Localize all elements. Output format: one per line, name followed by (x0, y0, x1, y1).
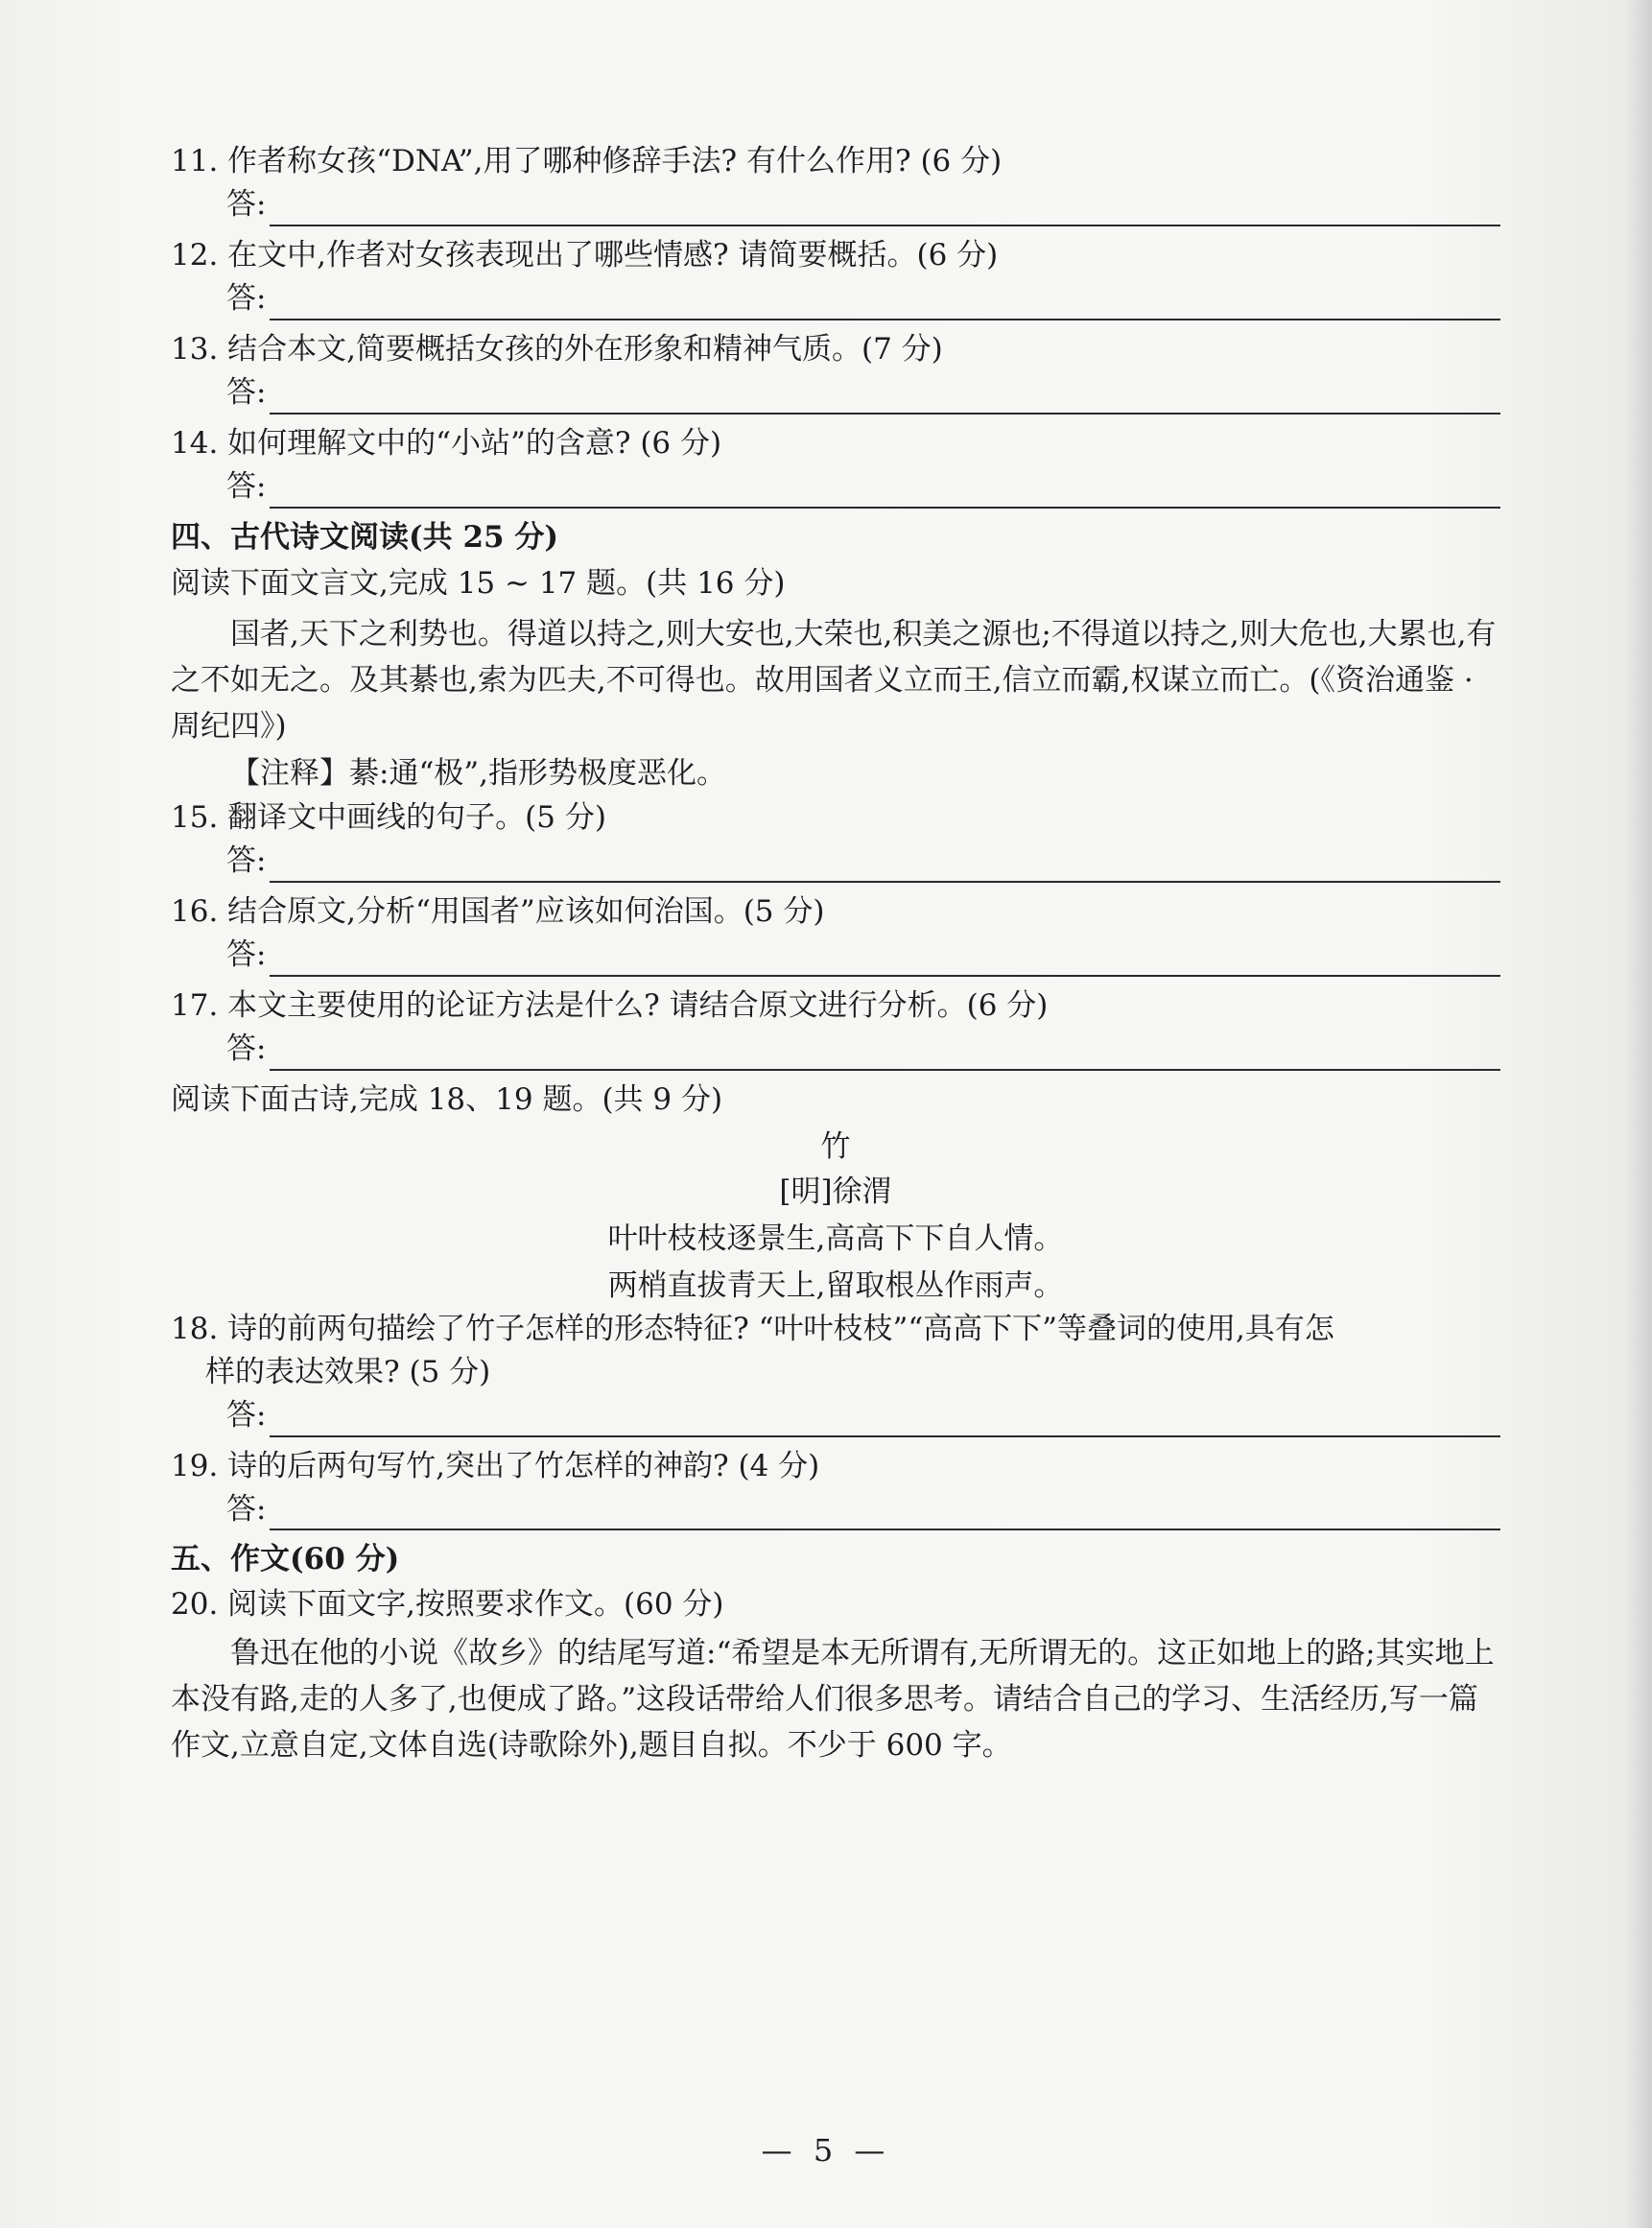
answer-line-13[interactable] (270, 384, 1500, 415)
poem-title: 竹 (820, 1129, 851, 1165)
answer-line-11[interactable] (270, 196, 1500, 226)
answer-row-18 (226, 1394, 1500, 1437)
question-16: 16. 结合原文,分析“用国者”应该如何治国。(5 分) (171, 894, 825, 930)
answer-label: 答: (226, 1031, 267, 1067)
answer-label: 答: (226, 1491, 267, 1527)
answer-label: 答: (226, 468, 267, 504)
answer-row-19 (226, 1488, 1500, 1531)
poem-line: 两梢直拔青天上,留取根丛作雨声。 (607, 1268, 1064, 1303)
question-18-continued: 样的表达效果? (5 分) (205, 1354, 491, 1389)
question-19: 19. 诗的后两句写竹,突出了竹怎样的神韵? (4 分) (171, 1448, 820, 1483)
page-number: — 5 — (761, 2132, 891, 2169)
answer-row-11 (226, 183, 1500, 226)
answer-label: 答: (226, 843, 267, 879)
answer-label: 答: (226, 374, 267, 410)
answer-label: 答: (226, 280, 267, 316)
classical-reading-intro: 阅读下面文言文,完成 15 ~ 17 题。(共 16 分) (171, 566, 786, 602)
question-13: 13. 结合本文,简要概括女孩的外在形象和精神气质。(7 分) (171, 331, 943, 367)
answer-row-12 (226, 277, 1500, 320)
answer-label: 答: (226, 1397, 267, 1433)
question-14: 14. 如何理解文中的“小站”的含意? (6 分) (171, 425, 722, 461)
answer-label: 答: (226, 186, 267, 222)
answer-row-17 (226, 1028, 1500, 1071)
answer-line-16[interactable] (270, 946, 1500, 977)
classical-passage: 国者,天下之利势也。得道以持之,则大安也,大荣也,积美之源也;不得道以持之,则大危也,大累也,有之不如无之。及其綦也,索为匹夫,不可得也。故用国者义立而王,信立而霸,权谋立而亡。(《资治通鉴 · 周纪四》) (171, 617, 1497, 745)
answer-line-18[interactable] (270, 1407, 1500, 1437)
answer-line-15[interactable] (270, 852, 1500, 883)
poem-line: 叶叶枝枝逐景生,高高下下自人情。 (607, 1221, 1064, 1256)
poem-reading-intro: 阅读下面古诗,完成 18、19 题。(共 9 分) (171, 1082, 723, 1118)
answer-line-19[interactable] (270, 1500, 1500, 1530)
poem-author: [明]徐渭 (779, 1173, 892, 1209)
page-edge-shadow (1625, 0, 1652, 2228)
answer-row-16 (226, 934, 1500, 977)
answer-row-13 (226, 371, 1500, 415)
question-12: 12. 在文中,作者对女孩表现出了哪些情感? 请简要概括。(6 分) (171, 237, 999, 273)
answer-label: 答: (226, 937, 267, 973)
answer-line-17[interactable] (270, 1040, 1500, 1071)
question-20: 20. 阅读下面文字,按照要求作文。(60 分) (171, 1587, 724, 1623)
question-11: 11. 作者称女孩“DNA”,用了哪种修辞手法? 有什么作用? (6 分) (171, 144, 1003, 178)
answer-row-14 (226, 465, 1500, 509)
essay-prompt: 鲁迅在他的小说《故乡》的结尾写道:“希望是本无所谓有,无所谓无的。这正如地上的路;其实地上本没有路,走的人多了,也便成了路。”这段话带给人们很多思考。请结合自己的学习、生活经历,写一篇作文,立意自定,文体自选(诗歌除外),题目自拟。不少于 600 字。 (171, 1636, 1495, 1764)
question-15: 15. 翻译文中画线的句子。(5 分) (171, 800, 606, 836)
question-17: 17. 本文主要使用的论证方法是什么? 请结合原文进行分析。(6 分) (171, 988, 1049, 1024)
question-18: 18. 诗的前两句描绘了竹子怎样的形态特征? “叶叶枝枝”“高高下下”等叠词的使用,具有怎 (171, 1311, 1334, 1346)
answer-line-14[interactable] (270, 478, 1500, 509)
section-title-ancient-poetry: 四、古代诗文阅读(共 25 分) (171, 519, 559, 555)
section-title-essay: 五、作文(60 分) (171, 1542, 400, 1577)
answer-line-12[interactable] (270, 290, 1500, 320)
classical-note: 【注释】綦:通“极”,指形势极度恶化。 (230, 755, 726, 791)
exam-content (171, 140, 1500, 1772)
answer-row-15 (226, 840, 1500, 883)
